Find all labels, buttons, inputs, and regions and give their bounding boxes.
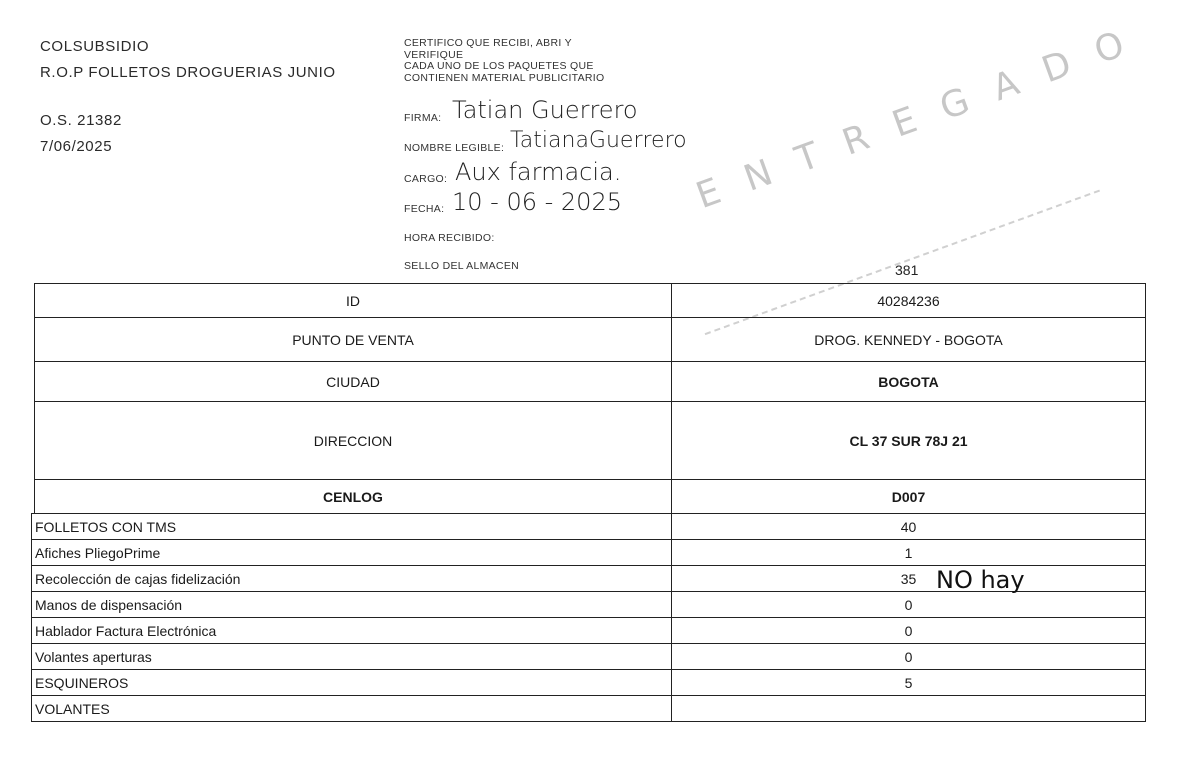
campaign-title: R.O.P FOLLETOS DROGUERIAS JUNIO [40, 64, 336, 81]
item-label: FOLLETOS CON TMS [32, 514, 672, 540]
item-label: Volantes aperturas [32, 644, 672, 670]
table-row [35, 318, 1146, 362]
order-number: O.S. 21382 [40, 112, 122, 129]
order-date: 7/06/2025 [40, 138, 113, 155]
item-label: Recolección de cajas fidelización [32, 566, 672, 592]
table-row [32, 514, 1146, 540]
store-info-table [34, 283, 1146, 514]
fecha-label: FECHA: [404, 203, 445, 215]
item-label: ESQUINEROS [32, 670, 672, 696]
certificate-text [404, 38, 604, 84]
item-label: Manos de dispensación [32, 592, 672, 618]
item-value: 35 [672, 566, 1146, 592]
table-row [32, 696, 1146, 722]
certificate-line: VERIFIQUE [404, 48, 464, 61]
delivery-stamp [690, 14, 1157, 292]
hora-label: HORA RECIBIDO: [404, 232, 495, 244]
item-value: 40 [672, 514, 1146, 540]
sticker-number: 381 [895, 262, 919, 278]
table-row [35, 480, 1146, 514]
item-value: 0 [672, 592, 1146, 618]
handwritten-note: NO hay [936, 566, 1025, 594]
table-row [32, 592, 1146, 618]
row-label: CENLOG [35, 480, 672, 514]
row-value: CL 37 SUR 78J 21 [672, 402, 1146, 480]
item-label: Afiches PliegoPrime [32, 540, 672, 566]
item-value [672, 696, 1146, 722]
nombre-value: TatianaGuerrero [510, 128, 687, 153]
header-info [40, 34, 336, 160]
item-label: VOLANTES [32, 696, 672, 722]
table-row [32, 618, 1146, 644]
cargo-label: CARGO: [404, 173, 448, 185]
fecha-value: 10 - 06 - 2025 [452, 188, 622, 216]
item-label: Hablador Factura Electrónica [32, 618, 672, 644]
table-row [32, 540, 1146, 566]
row-value: DROG. KENNEDY - BOGOTA [672, 318, 1146, 362]
item-value: 5 [672, 670, 1146, 696]
table-row [32, 670, 1146, 696]
table-row [32, 644, 1146, 670]
certificate-line: CADA UNO DE LOS PAQUETES QUE [404, 60, 594, 72]
table-row [35, 362, 1146, 402]
row-value: BOGOTA [672, 362, 1146, 402]
row-label: CIUDAD [35, 362, 672, 402]
stamp-text: ENTREGADO [690, 14, 1157, 218]
table-row [35, 402, 1146, 480]
company-name: COLSUBSIDIO [40, 38, 150, 55]
cargo-value: Aux farmacia. [455, 158, 622, 186]
item-value: 0 [672, 644, 1146, 670]
firma-signature: Tatian Guerrero [452, 96, 638, 124]
row-value: D007 [672, 480, 1146, 514]
nombre-label: NOMBRE LEGIBLE: [404, 142, 505, 154]
certificate-line: CERTIFICO QUE RECIBI, ABRI Y [404, 37, 572, 49]
certificate-line: CONTIENEN MATERIAL PUBLICITARIO [404, 71, 605, 84]
row-label: ID [35, 284, 672, 318]
items-table [31, 513, 1146, 722]
row-value: 40284236 [672, 284, 1146, 318]
table-row [35, 284, 1146, 318]
item-value: 0 [672, 618, 1146, 644]
item-value: 1 [672, 540, 1146, 566]
firma-label: FIRMA: [404, 112, 442, 124]
row-label: PUNTO DE VENTA [35, 318, 672, 362]
sello-label: SELLO DEL ALMACEN [404, 260, 520, 272]
row-label: DIRECCION [35, 402, 672, 480]
